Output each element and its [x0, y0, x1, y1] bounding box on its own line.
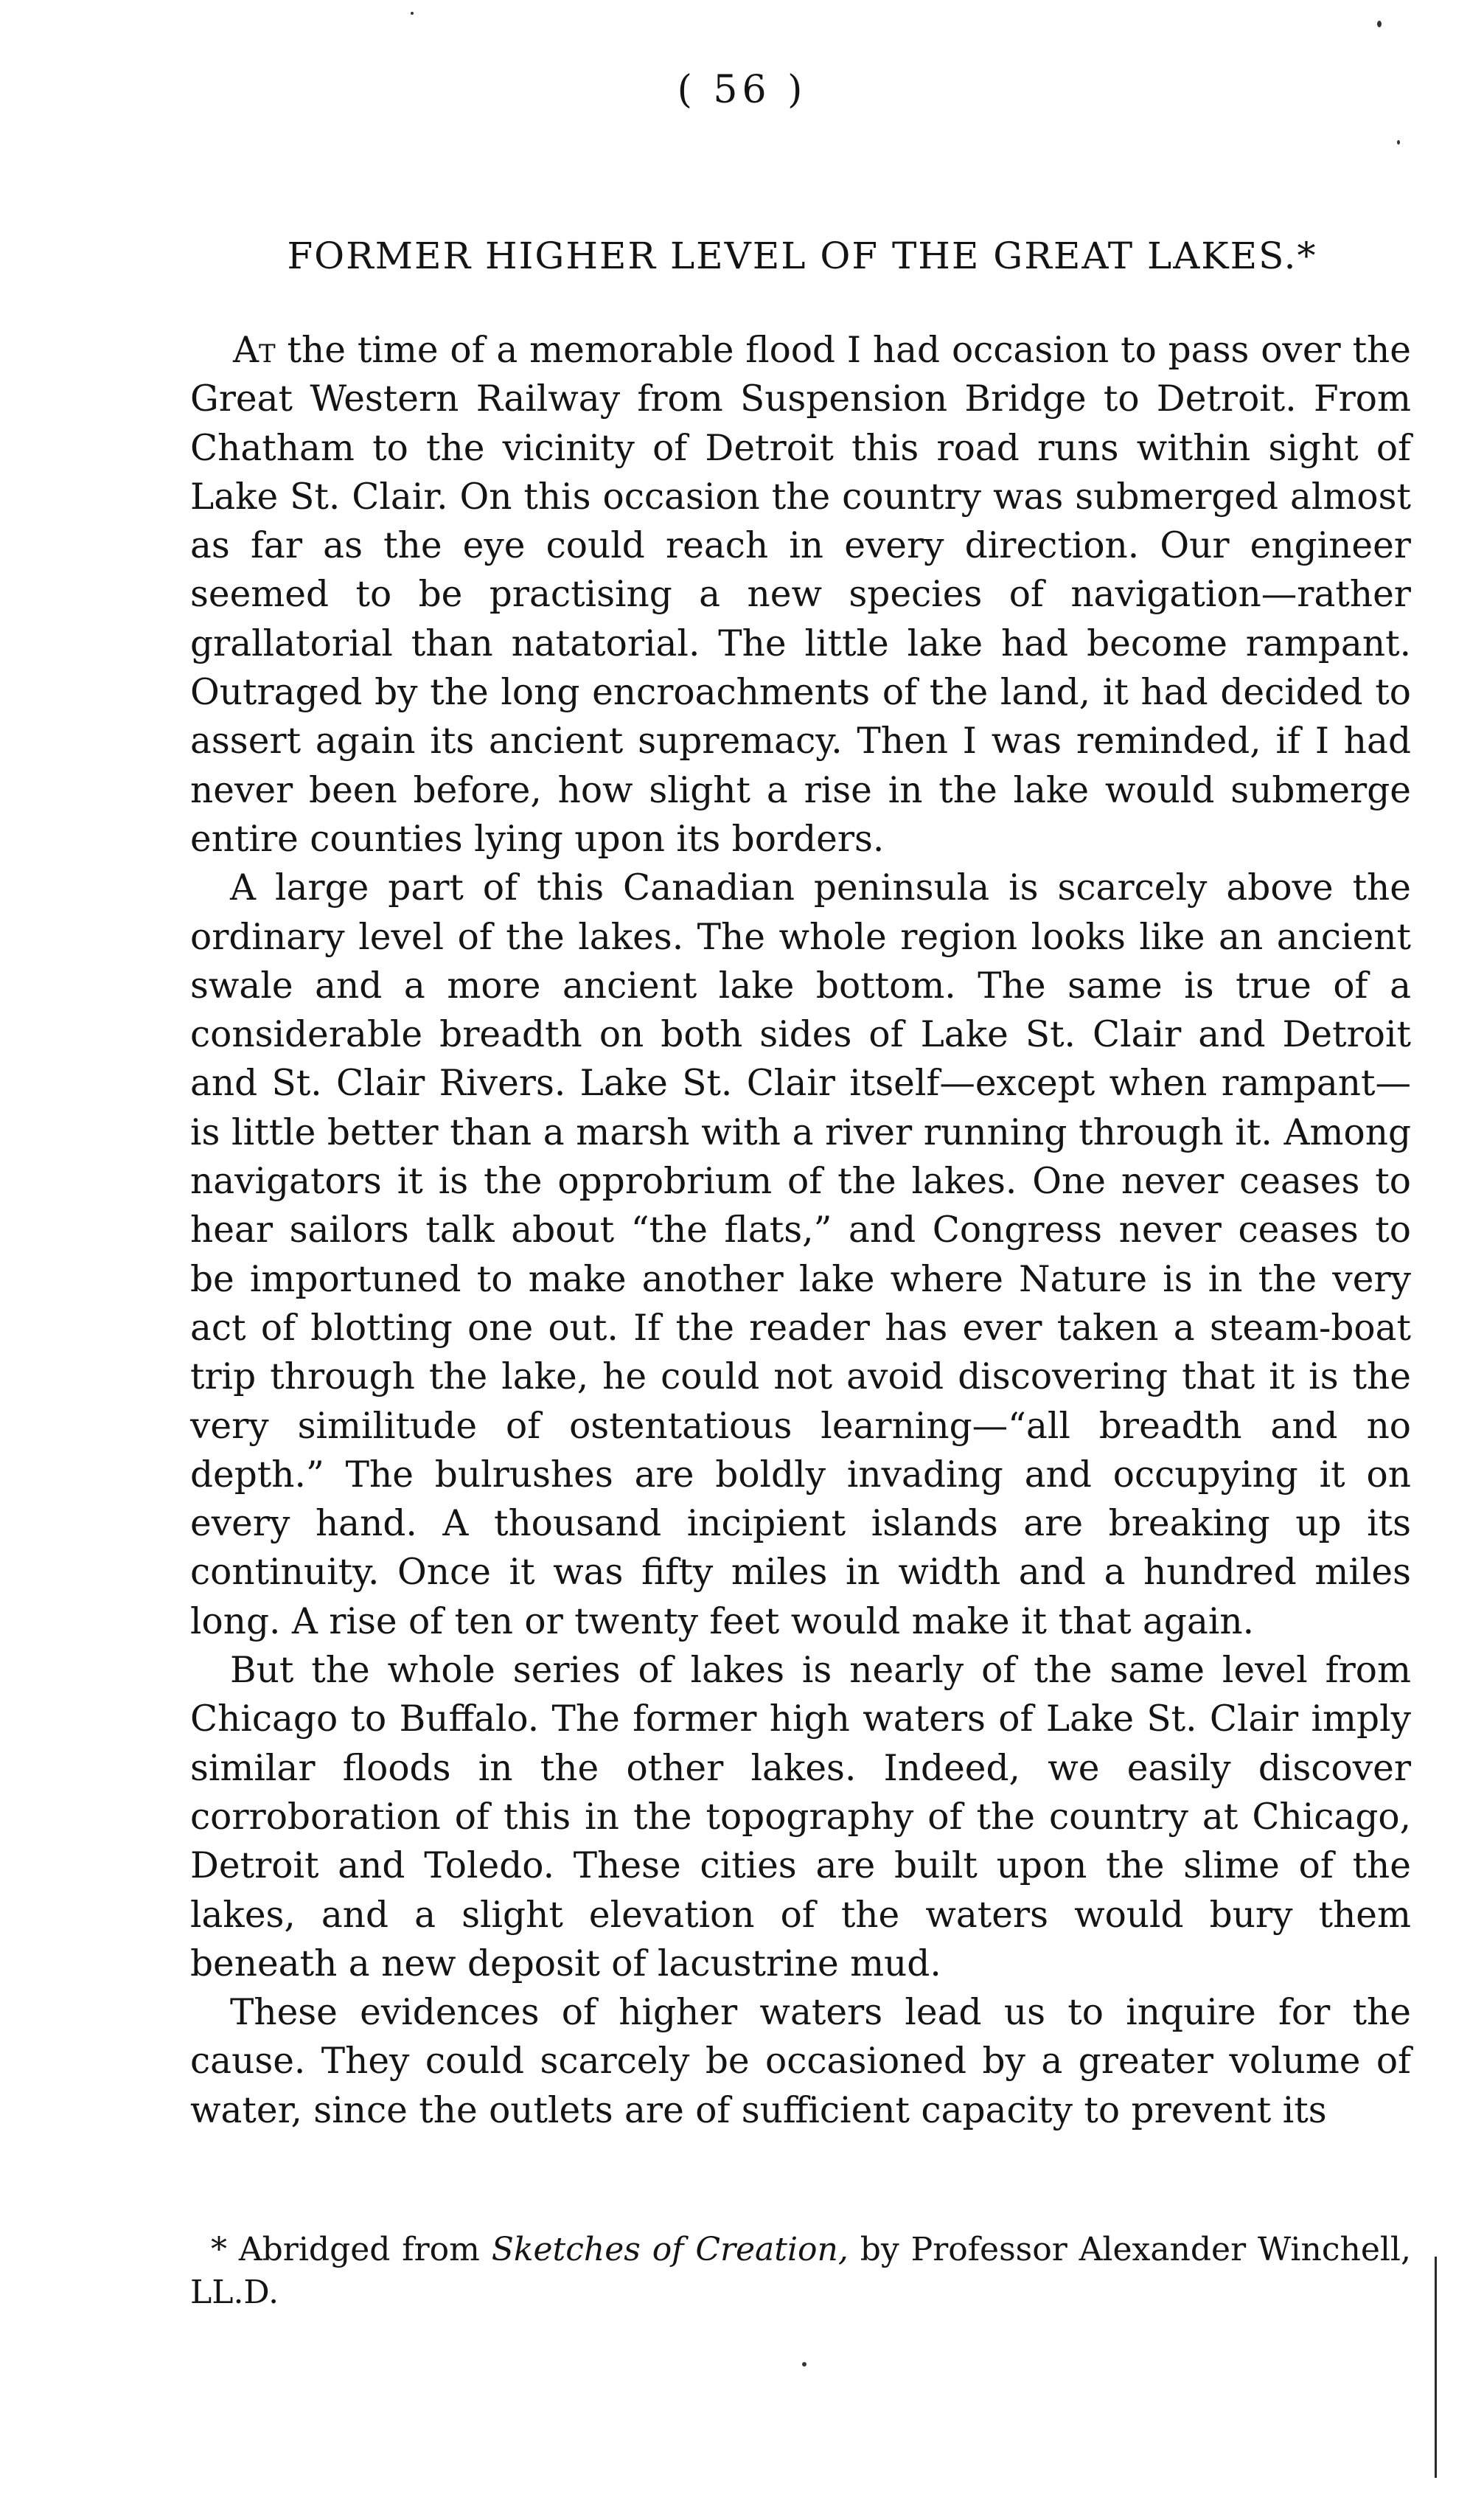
chapter-title: FORMER HIGHER LEVEL OF THE GREAT LAKES.*: [287, 235, 1317, 277]
scan-edge-line: [1435, 2257, 1437, 2478]
page-number: ( 56 ): [677, 68, 807, 112]
paragraph-3: But the whole series of lakes is nearly of the same level from Chicago to Buffalo. The former high waters of Lake St. Clair imply similar floods in the other lakes. Indeed, we easily discover corroboration of this in the topography of the country at Chicago, Detroit and Toledo. These cities are built upon the slime of the lakes, and a slight elevation of the waters would bury them beneath a new deposit of lacustrine mud.: [190, 1650, 1411, 1984]
scan-speck: [1377, 21, 1382, 27]
scan-speck: [802, 2362, 807, 2366]
footnote-prefix: * Abridged from: [211, 2231, 492, 2268]
paragraph-4: These evidences of higher waters lead us to inquire for the cause. They could scarcely be occasioned by a greater volume of water, since the outlets are of sufficient capacity to prevent its: [190, 1992, 1411, 2131]
scan-speck: [1397, 140, 1400, 145]
paragraph-2: A large part of this Canadian peninsula is scarcely above the ordinary level of the lakes. The whole region looks like an ancient swale and a more ancient lake bottom. The same is true of a considerable breadth on both sides of Lake St. Clair and Detroit and St. Clair Rivers. Lake St. Clair itself—except when rampant—is little better than a marsh with a river running through it. Among navigators it is the opprobrium of the lakes. One never ceases to hear sailors talk about “the flats,” and Congress never ceases to be importuned to make another lake where Nature is in the very act of blotting one out. If the reader has ever taken a steam-boat trip through the lake, he could not avoid discovering that it is the very similitude of ostentatious learning—“all breadth and no depth.” The bulrushes are boldly invading and occupying it on every hand. A thousand incipient islands are breaking up its continuity. Once it was fifty miles in width and a hundred miles long. A rise of ten or twenty feet would make it that again.: [190, 867, 1411, 1642]
footnote: [190, 2229, 1411, 2314]
footnote-suffix: by Professor Alexander Winchell, LL.D.: [190, 2231, 1411, 2311]
scan-speck: [411, 12, 414, 15]
footnote-source-title: Sketches of Creation,: [491, 2231, 849, 2268]
article-body: [190, 326, 1411, 2135]
footnote-text: [190, 2229, 1411, 2314]
drop-cap-word: At: [233, 330, 276, 371]
paragraph-1-text: the time of a memorable flood I had occasion to pass over the Great Western Railway from Suspension Bridge to Detroit. From Chatham to the vicinity of Detroit this road runs within sight of Lake St. Clair. On this occasion the country was submerged almost as far as the eye could reach in every direction. Our engineer seemed to be practising a new species of navigation—rather grallatorial than natatorial. The little lake had become rampant. Outraged by the long encroachments of the land, it had decided to assert again its ancient supremacy. Then I was reminded, if I had never been before, how slight a rise in the lake would submerge entire counties lying upon its borders.: [190, 330, 1411, 860]
paragraph-1: [190, 326, 1411, 864]
